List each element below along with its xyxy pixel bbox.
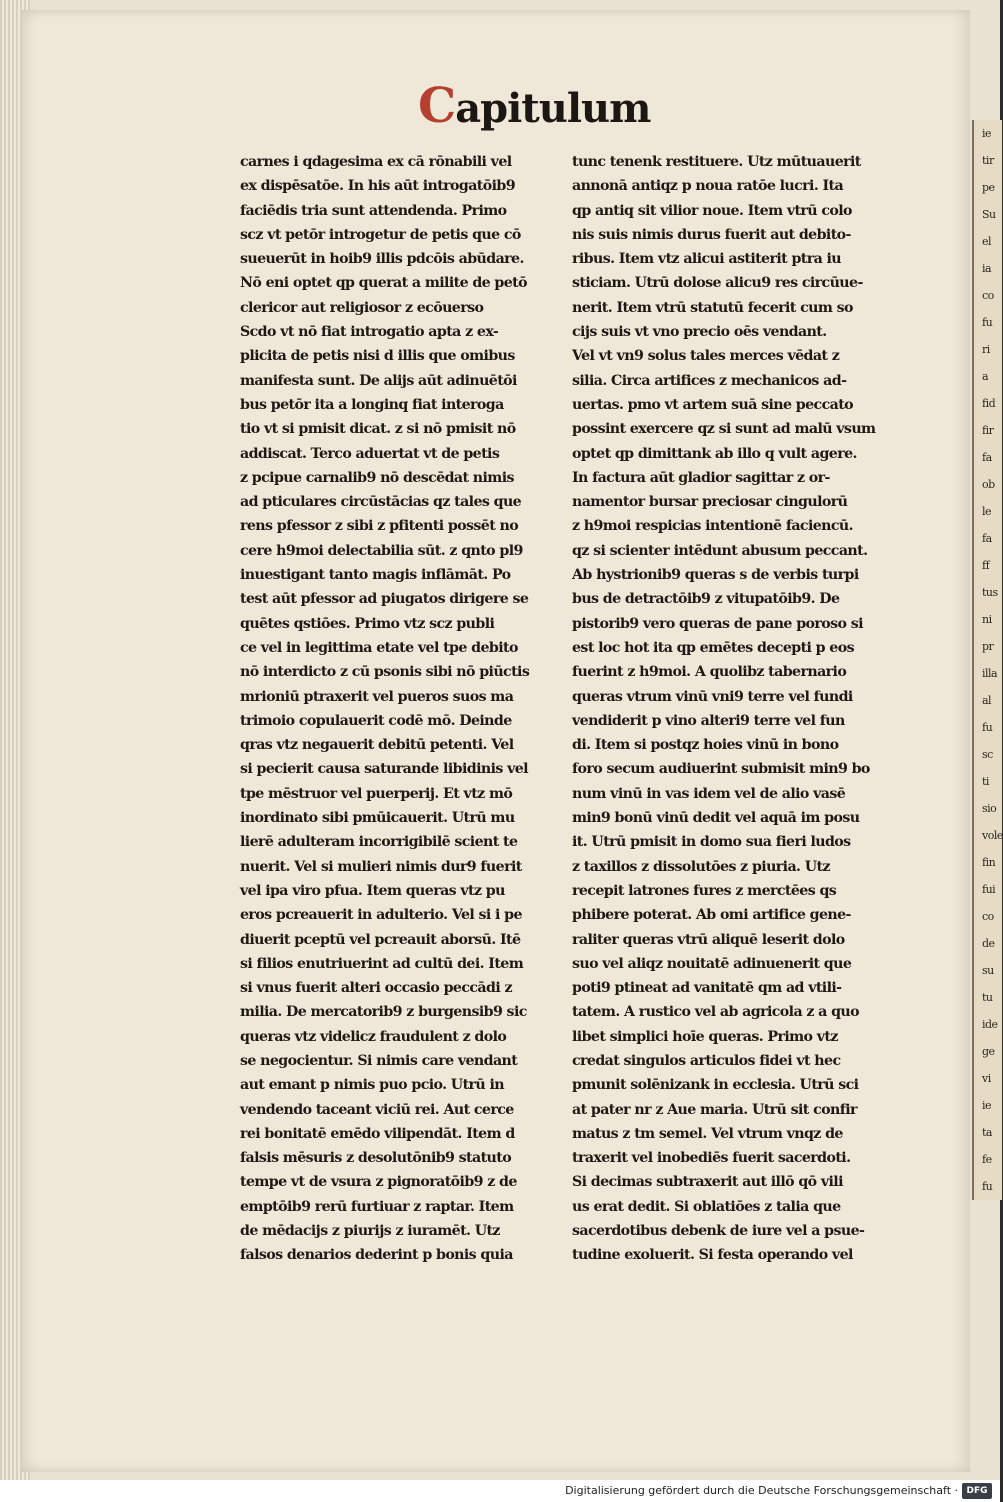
- right-column-line: sticiam. Utrū dolose alicu9 res circūue-: [572, 275, 863, 292]
- facing-page-fragment: le: [982, 505, 992, 518]
- left-column-line: rens pfessor z sibi z pfitenti possēt no: [240, 518, 519, 535]
- left-column-line: Scdo vt nō fiat introgatio apta z ex-: [240, 324, 499, 341]
- left-column-line: tio vt si pmisit dicat. z si nō pmisit nō: [240, 421, 516, 438]
- footer-bar: [0, 1480, 1000, 1502]
- left-column-line: plicita de petis nisi d illis que omibus: [240, 348, 515, 365]
- right-column-line: Ab hystrionib9 queras s de verbis turpi: [572, 567, 859, 584]
- facing-page-fragment: fu: [982, 1180, 993, 1193]
- left-column-line: scz vt petōr introgetur de petis que cō: [240, 226, 521, 243]
- facing-page-fragment: ie: [982, 1099, 992, 1112]
- right-column-line: z taxillos z dissolutōes z piuria. Utz: [572, 858, 830, 875]
- facing-page-fragment: fin: [982, 856, 996, 869]
- right-column-line: min9 bonū vinū dedit vel aquā im posu: [572, 810, 860, 827]
- right-column-line: est loc hot ita qp emētes decepti p eos: [572, 639, 854, 656]
- left-column-line: test aūt pfessor ad piugatos dirigere se: [240, 591, 529, 608]
- right-column-line: us erat dedit. Si oblatiōes z talia que: [572, 1198, 841, 1215]
- right-column-line: matus z tm semel. Vel vtrum vnqz de: [572, 1125, 843, 1142]
- facing-page-fragment: tu: [982, 991, 993, 1004]
- facing-page-fragment: ri: [982, 343, 990, 356]
- left-column-line: ce vel in legittima etate vel tpe debito: [240, 639, 518, 656]
- facing-page-fragment: ia: [982, 262, 992, 275]
- left-column-line: falsis mēsuris z desolutōnib9 statuto: [240, 1150, 512, 1167]
- left-column-line: trimoio copulauerit codē mō. Deinde: [240, 712, 512, 729]
- right-column-line: pistorib9 vero queras de pane poroso si: [572, 615, 863, 632]
- chapter-heading: [418, 78, 678, 138]
- facing-page-fragment: vi: [982, 1072, 991, 1085]
- facing-page-fragment: pr: [982, 640, 994, 653]
- right-column-line: pmunit solēnizank in ecclesia. Utrū sci: [572, 1077, 859, 1094]
- facing-page-fragment: ie: [982, 127, 992, 140]
- right-column-line: cijs suis vt vno precio oēs vendant.: [572, 324, 827, 341]
- right-column-line: qp antiq sit vilior noue. Item vtrū colo: [572, 202, 852, 219]
- left-column-line: bus petōr ita a longinq fiat interoga: [240, 396, 504, 413]
- facing-page-fragment: ge: [982, 1045, 995, 1058]
- left-column-line: eros pcreauerit in adulterio. Vel si i pe: [240, 907, 522, 924]
- facing-page-fragment: su: [982, 964, 994, 977]
- right-column-line: poti9 ptineat ad vanitatē qm ad vtili-: [572, 980, 842, 997]
- left-column-line: nō interdicto z cū psonis sibi nō piūctis: [240, 664, 530, 681]
- facing-page-fragment: fid: [982, 397, 996, 410]
- facing-page-edge: [972, 120, 1002, 1200]
- left-column-line: milia. De mercatorib9 z burgensib9 sic: [240, 1004, 527, 1021]
- right-column-line: libet simplici hoīe queras. Primo vtz: [572, 1028, 838, 1045]
- right-column-line: namentor bursar preciosar cingulorū: [572, 494, 848, 511]
- right-column-line: suo vel aliqz nouitatē adinuenerit que: [572, 955, 852, 972]
- right-column-line: traxerit vel inobediēs fuerit sacerdoti.: [572, 1150, 851, 1167]
- left-column-line: lierē adulteram incorrigibilē scient te: [240, 834, 518, 851]
- left-column-line: Nō eni optet qp querat a milite de petō: [240, 275, 527, 292]
- left-column-line: tpe mēstruor vel puerperij. Et vtz mō: [240, 785, 513, 802]
- left-column-line: faciēdis tria sunt attendenda. Primo: [240, 202, 507, 219]
- left-column-line: vel ipa viro pfua. Item queras vtz pu: [240, 882, 505, 899]
- dfg-logo: DFG: [962, 1483, 992, 1499]
- facing-page-fragment: ob: [982, 478, 995, 491]
- rubricated-initial: C: [418, 78, 456, 134]
- right-column-line: tudine exoluerit. Si festa operando vel: [572, 1247, 853, 1264]
- right-column-line: num vinū in vas idem vel de alio vasē: [572, 785, 846, 802]
- right-column-line: tatem. A rustico vel ab agricola z a quo: [572, 1004, 860, 1021]
- facing-page-fragment: ni: [982, 613, 992, 626]
- facing-page-fragment: ide: [982, 1018, 998, 1031]
- left-column-line: de mēdacijs z piurijs z iuramēt. Utz: [240, 1223, 500, 1240]
- right-column-line: recepit latrones fures z merctēes qs: [572, 882, 837, 899]
- facing-page-fragment: tir: [982, 154, 994, 167]
- facing-page-fragment: a: [982, 370, 989, 383]
- facing-page-fragment: fe: [982, 1153, 992, 1166]
- left-column-line: si pecierit causa saturande libidinis vel: [240, 761, 528, 778]
- right-column-line: bus de detractōib9 z vitupatōib9. De: [572, 591, 840, 608]
- right-column-line: nerit. Item vtrū statutū fecerit cum so: [572, 299, 853, 316]
- right-column-line: fuerint z h9moi. A quolibz tabernario: [572, 664, 847, 681]
- left-column-line: rei bonitatē emēdo vilipendāt. Item d: [240, 1125, 515, 1142]
- facing-page-fragment: co: [982, 910, 994, 923]
- right-column-line: phibere poterat. Ab omi artifice gene-: [572, 907, 851, 924]
- right-column-line: di. Item si postqz hoies vinū in bono: [572, 737, 839, 754]
- right-column-line: optet qp dimittank ab illo q vult agere.: [572, 445, 857, 462]
- facing-page-fragment: ff: [982, 559, 990, 572]
- facing-page-fragment: sc: [982, 748, 993, 761]
- left-column-line: si filios enutriuerint ad cultū dei. Item: [240, 955, 524, 972]
- left-column-line: z pcipue carnalib9 nō descēdat nimis: [240, 469, 514, 486]
- right-column-line: credat singulos articulos fidei vt hec: [572, 1052, 841, 1069]
- right-column-line: ribus. Item vtz alicui astiterit ptra iu: [572, 251, 842, 268]
- right-column-line: it. Utrū pmisit in domo sua fieri ludos: [572, 834, 851, 851]
- left-column-line: ad pticulares circūstācias qz tales que: [240, 494, 522, 511]
- left-column-line: queras vtz videlicz fraudulent z dolo: [240, 1028, 507, 1045]
- left-column-line: falsos denarios dederint p bonis quia: [240, 1247, 513, 1264]
- facing-page-fragment: el: [982, 235, 992, 248]
- right-column-line: In factura aūt gladior sagittar z or-: [572, 469, 830, 486]
- facing-page-fragment: ti: [982, 775, 989, 788]
- right-column-line: foro secum audiuerint submisit min9 bo: [572, 761, 870, 778]
- left-column-line: vendendo taceant viciū rei. Aut cerce: [240, 1101, 514, 1118]
- facing-page-fragment: pe: [982, 181, 995, 194]
- left-column-line: tempe vt de vsura z pignoratōib9 z de: [240, 1174, 517, 1191]
- facing-page-fragment: fu: [982, 316, 993, 329]
- right-text-column: [572, 150, 890, 1268]
- left-column-line: qras vtz negauerit debitū petenti. Vel: [240, 737, 514, 754]
- left-column-line: sueuerūt in hoib9 illis pdcōis abūdare.: [240, 251, 524, 268]
- left-text-column: [240, 150, 558, 1268]
- facing-page-fragment: fa: [982, 532, 992, 545]
- left-column-line: inuestigant tanto magis inflāmāt. Po: [240, 567, 511, 584]
- facing-page-fragment: fu: [982, 721, 993, 734]
- left-column-line: clericor aut religiosor z ecōuerso: [240, 299, 484, 316]
- facing-page-fragment: vole: [982, 829, 1003, 842]
- right-column-line: tunc tenenk restituere. Utz mūtuauerit: [572, 154, 861, 170]
- right-column-line: silia. Circa artifices z mechanicos ad-: [572, 372, 847, 389]
- left-column-line: addiscat. Terco aduertat vt de petis: [240, 445, 500, 462]
- left-column-line: si vnus fuerit alteri occasio peccādi z: [240, 980, 512, 997]
- left-column-line: nuerit. Vel si mulieri nimis dur9 fuerit: [240, 858, 522, 875]
- left-column-line: diuerit pceptū vel pcreauit aborsū. Itē: [240, 931, 521, 948]
- left-column-line: manifesta sunt. De alijs aūt adinuētōi: [240, 372, 517, 389]
- left-column-line: quētes qstiōes. Primo vtz scz publi: [240, 615, 495, 632]
- right-column-line: Si decimas subtraxerit aut illō qō vili: [572, 1174, 843, 1191]
- right-column-line: Vel vt vn9 solus tales merces vēdat z: [572, 348, 840, 365]
- right-column-line: uertas. pmo vt artem suā sine peccato: [572, 396, 854, 413]
- facing-page-fragment: illa: [982, 667, 998, 680]
- facing-page-fragment: tus: [982, 586, 998, 599]
- right-column-line: possint exercere qz si sunt ad malū vsum: [572, 421, 876, 438]
- facing-page-fragment: fui: [982, 883, 996, 896]
- facing-page-fragment: fir: [982, 424, 994, 437]
- left-column-line: ex dispēsatōe. In his aūt introgatōib9: [240, 178, 515, 195]
- facing-page-fragment: ta: [982, 1126, 992, 1139]
- right-column-line: raliter queras vtrū aliquē leserit dolo: [572, 931, 845, 948]
- right-column-line: at pater nr z Aue maria. Utrū sit confir: [572, 1101, 857, 1118]
- left-column-line: inordinato sibi pmūicauerit. Utrū mu: [240, 810, 515, 827]
- right-column-line: annonā antiqz p noua ratōe lucri. Ita: [572, 178, 844, 195]
- facing-page-fragment: fa: [982, 451, 992, 464]
- right-column-line: z h9moi respicias intentionē faciencū.: [572, 518, 853, 535]
- right-column-line: sacerdotibus debenk de iure vel a psue-: [572, 1223, 865, 1240]
- right-column-line: vendiderit p vino alteri9 terre vel fun: [572, 712, 845, 729]
- funding-notice: Digitalisierung gefördert durch die Deutsche Forschungsgemeinschaft ·: [565, 1484, 958, 1497]
- left-column-line: aut emant p nimis puo pcio. Utrū in: [240, 1077, 504, 1094]
- facing-page-fragment: Su: [982, 208, 996, 221]
- right-column-line: nis suis nimis durus fuerit aut debito-: [572, 226, 851, 243]
- chapter-heading-text: apitulum: [455, 85, 651, 132]
- right-column-line: queras vtrum vinū vni9 terre vel fundi: [572, 688, 853, 705]
- facing-page-fragment: co: [982, 289, 994, 302]
- left-column-line: se negocientur. Si nimis care vendant: [240, 1052, 518, 1069]
- facing-page-fragment: sio: [982, 802, 997, 815]
- facing-page-fragment: al: [982, 694, 992, 707]
- right-column-line: qz si scienter intēdunt abusum peccant.: [572, 542, 868, 559]
- left-column-line: emptōib9 rerū furtiuar z raptar. Item: [240, 1198, 514, 1215]
- left-column-line: carnes i qdagesima ex cā rōnabili vel: [240, 154, 512, 170]
- left-column-line: mrioniū ptraxerit vel pueros suos ma: [240, 688, 514, 705]
- left-column-line: cere h9moi delectabilia sūt. z qnto pl9: [240, 542, 523, 559]
- facing-page-fragment: de: [982, 937, 995, 950]
